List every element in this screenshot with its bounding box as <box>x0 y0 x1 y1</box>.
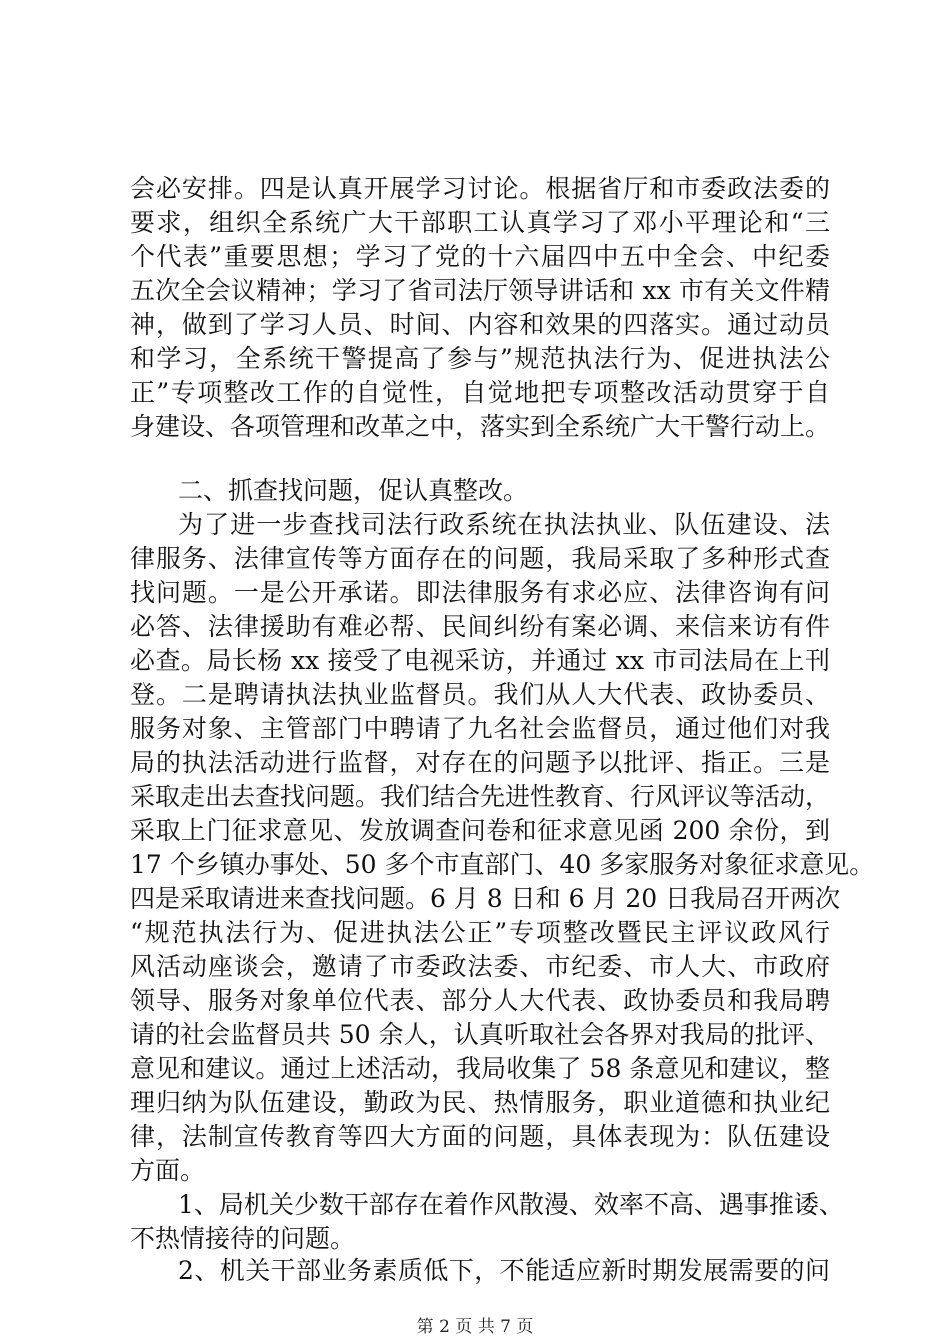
text-line: 神，做到了学习人员、时间、内容和效果的四落实。通过动员 <box>130 310 830 339</box>
text-line: 四是采取请进来查找问题。6 月 8 日和 6 月 20 日我局召开两次 <box>130 884 841 913</box>
text-line: 正”专项整改工作的自觉性，自觉地把专项整改活动贯穿于自 <box>130 378 830 407</box>
text-line: 领导、服务对象单位代表、部分人大代表、政协委员和我局聘 <box>130 986 830 1015</box>
text-line: 必查。局长杨 xx 接受了电视采访，并通过 xx 市司法局在上刊 <box>130 646 830 675</box>
text-line: 要求，组织全系统广大干部职工认真学习了邓小平理论和“三 <box>130 208 830 237</box>
list-item: 1、局机关少数干部存在着作风散漫、效率不高、遇事推诿、 <box>178 1190 844 1219</box>
text-line: 服务对象、主管部门中聘请了九名社会监督员，通过他们对我 <box>130 714 830 743</box>
text-line: 采取走出去查找问题。我们结合先进性教育、行风评议等活动， <box>130 782 831 811</box>
section-heading: 二、抓查找问题，促认真整改。 <box>178 476 529 505</box>
text-line: 必答、法律援助有难必帮、民间纠纷有案必调、来信来访有件 <box>130 612 830 641</box>
page-number: 第 2 页 共 7 页 <box>416 1317 534 1337</box>
text-line: 为了进一步查找司法行政系统在执法执业、队伍建设、法 <box>178 510 830 539</box>
text-line: 采取上门征求意见、发放调查问卷和征求意见函 200 余份，到 <box>130 816 830 845</box>
text-line: 请的社会监督员共 50 余人，认真听取社会各界对我局的批评、 <box>130 1020 830 1049</box>
text-line: 17 个乡镇办事处、50 多个市直部门、40 多家服务对象征求意见。 <box>130 850 875 879</box>
text-line: 意见和建议。通过上述活动，我局收集了 58 条意见和建议，整 <box>130 1054 830 1083</box>
text-line: 律服务、法律宣传等方面存在的问题，我局采取了多种形式查 <box>130 544 830 573</box>
text-line: 身建设、各项管理和改革之中，落实到全系统广大干警行动上。 <box>130 412 831 441</box>
text-line: 找问题。一是公开承诺。即法律服务有求必应、法律咨询有问 <box>130 578 830 607</box>
text-line: 律，法制宣传教育等四大方面的问题，具体表现为：队伍建设 <box>130 1122 830 1151</box>
list-item: 2、机关干部业务素质低下，不能适应新时期发展需要的问 <box>178 1256 830 1285</box>
text-line: 局的执法活动进行监督，对存在的问题予以批评、指正。三是 <box>130 748 830 777</box>
text-line: 风活动座谈会，邀请了市委政法委、市纪委、市人大、市政府 <box>130 952 830 981</box>
text-line: “规范执法行为、促进执法公正”专项整改暨民主评议政风行 <box>130 918 830 947</box>
text-line: 登。二是聘请执法执业监督员。我们从人大代表、政协委员、 <box>130 680 830 709</box>
text-line: 个代表”重要思想；学习了党的十六届四中五中全会、中纪委 <box>130 242 830 271</box>
list-item: 不热情接待的问题。 <box>130 1224 356 1253</box>
text-line: 和学习，全系统干警提高了参与”规范执法行为、促进执法公 <box>130 344 830 373</box>
text-line: 方面。 <box>130 1156 206 1185</box>
text-line: 理归纳为队伍建设，勤政为民、热情服务，职业道德和执业纪 <box>130 1088 830 1117</box>
text-line: 五次全会议精神；学习了省司法厅领导讲话和 xx 市有关文件精 <box>130 276 830 305</box>
text-line: 会必安排。四是认真开展学习讨论。根据省厅和市委政法委的 <box>130 174 830 203</box>
